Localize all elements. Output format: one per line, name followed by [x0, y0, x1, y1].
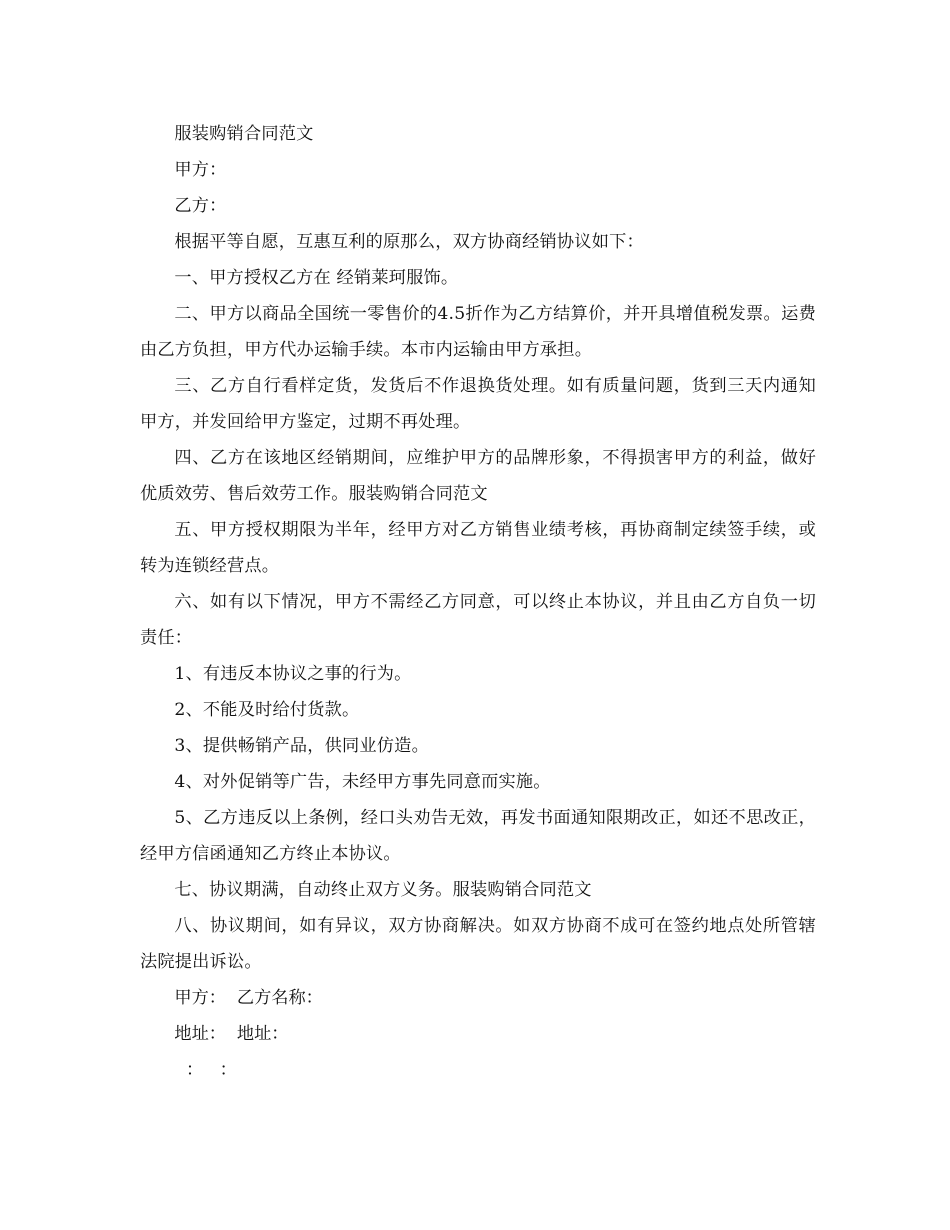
clause-7: 七、协议期满，自动终止双方义务。服装购销合同范文	[174, 880, 592, 900]
signature-address-row: 地址： 地址：	[174, 1024, 289, 1044]
sub-item-1: 1、有违反本协议之事的行为。	[174, 664, 412, 684]
signature-colons-row: ： ：	[186, 1060, 237, 1080]
sub-item-4: 4、对外促销等广告，未经甲方事先同意而实施。	[174, 772, 551, 792]
sub-item-2: 2、不能及时给付货款。	[174, 700, 360, 720]
party-b-line: 乙方：	[174, 196, 227, 216]
clause-6: 六、如有以下情况，甲方不需经乙方同意，可以终止本协议，并且由乙方自负一切责任：	[140, 592, 816, 648]
sub-item-5: 5、乙方违反以上条例，经口头劝告无效，再发书面通知限期改正，如还不思改正，经甲方信函通知乙方终止本协议。	[140, 808, 816, 864]
intro-paragraph: 根据平等自愿，互惠互利的原那么，双方协商经销协议如下：	[174, 232, 644, 252]
clause-8: 八、协议期间，如有异议，双方协商解决。如双方协商不成可在签约地点处所管辖法院提出诉讼。	[140, 916, 816, 972]
party-a-line: 甲方：	[174, 160, 227, 180]
sub-item-3: 3、提供畅销产品，供同业仿造。	[174, 736, 429, 756]
clause-5: 五、甲方授权期限为半年，经甲方对乙方销售业绩考核，再协商制定续签手续，或转为连锁经营点。	[140, 520, 816, 576]
document-body	[140, 116, 816, 1088]
clause-4: 四、乙方在该地区经销期间，应维护甲方的品牌形象，不得损害甲方的利益，做好优质效劳、售后效劳工作。服装购销合同范文	[140, 448, 816, 504]
clause-1: 一、甲方授权乙方在 经销莱珂服饰。	[174, 268, 459, 288]
signature-names-row: 甲方： 乙方名称：	[174, 988, 323, 1008]
document-title: 服装购销合同范文	[174, 124, 314, 144]
clause-3: 三、乙方自行看样定货，发货后不作退换货处理。如有质量问题，货到三天内通知甲方，并发回给甲方鉴定，过期不再处理。	[140, 376, 816, 432]
clause-2: 二、甲方以商品全国统一零售价的4.5折作为乙方结算价，并开具增值税发票。运费由乙方负担，甲方代办运输手续。本市内运输由甲方承担。	[140, 304, 816, 360]
